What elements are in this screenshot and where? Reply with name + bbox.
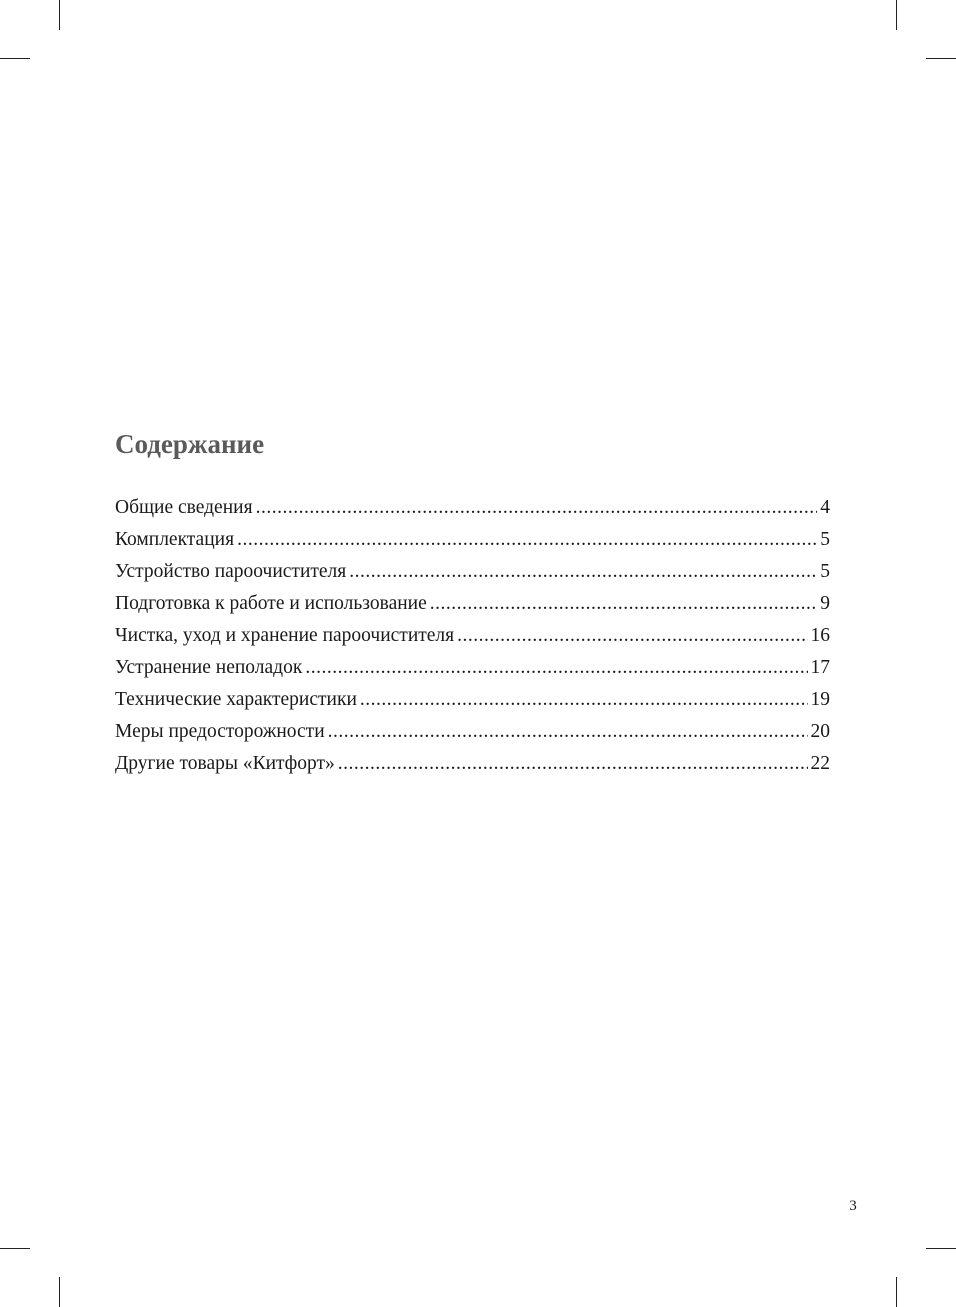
- toc-entry-label: Чистка, уход и хранение пароочистителя: [115, 625, 455, 646]
- toc-entry[interactable]: [115, 620, 830, 652]
- crop-mark-bottom-left-vertical: [59, 1277, 60, 1307]
- toc-entry[interactable]: [115, 652, 830, 684]
- toc-entry-page: 20: [810, 721, 830, 742]
- crop-mark-top-right-horizontal: [926, 58, 956, 59]
- crop-mark-top-left-vertical: [59, 0, 60, 30]
- crop-mark-top-left-horizontal: [0, 58, 30, 59]
- contents-heading: Содержание: [115, 429, 265, 459]
- toc-entry[interactable]: [115, 748, 830, 780]
- crop-mark-top-right-vertical: [896, 0, 897, 30]
- toc-dot-leader: [430, 588, 817, 620]
- table-of-contents: [115, 492, 830, 780]
- toc-entry[interactable]: [115, 492, 830, 524]
- toc-entry-page: 16: [810, 625, 830, 646]
- toc-entry-label: Комплектация: [115, 529, 235, 550]
- toc-dot-leader: [360, 684, 808, 716]
- page-number: 3: [849, 1198, 857, 1214]
- crop-mark-bottom-right-vertical: [896, 1277, 897, 1307]
- toc-dot-leader: [338, 748, 808, 780]
- toc-dot-leader: [457, 620, 807, 652]
- toc-entry-label: Устранение неполадок: [115, 657, 303, 678]
- toc-entry-page: 9: [820, 593, 830, 614]
- crop-mark-bottom-left-horizontal: [0, 1248, 30, 1249]
- toc-entry[interactable]: [115, 716, 830, 748]
- toc-entry-label: Другие товары «Китфорт»: [115, 753, 335, 774]
- toc-entry-label: Меры предосторожности: [115, 721, 325, 742]
- toc-dot-leader: [256, 492, 818, 524]
- toc-entry-page: 19: [810, 689, 830, 710]
- toc-dot-leader: [237, 524, 817, 556]
- toc-entry-label: Подготовка к работе и использование: [115, 593, 427, 614]
- toc-entry-page: 4: [820, 497, 830, 518]
- toc-dot-leader: [305, 652, 807, 684]
- toc-entry[interactable]: [115, 556, 830, 588]
- toc-entry[interactable]: [115, 524, 830, 556]
- toc-entry[interactable]: [115, 588, 830, 620]
- toc-entry[interactable]: [115, 684, 830, 716]
- toc-entry-label: Общие сведения: [115, 497, 253, 518]
- toc-entry-page: 5: [820, 561, 830, 582]
- toc-entry-label: Устройство пароочистителя: [115, 561, 347, 582]
- toc-dot-leader: [328, 716, 808, 748]
- crop-mark-bottom-right-horizontal: [926, 1248, 956, 1249]
- toc-dot-leader: [349, 556, 817, 588]
- toc-entry-page: 5: [820, 529, 830, 550]
- toc-entry-page: 22: [810, 753, 830, 774]
- toc-entry-page: 17: [810, 657, 830, 678]
- toc-entry-label: Технические характеристики: [115, 689, 357, 710]
